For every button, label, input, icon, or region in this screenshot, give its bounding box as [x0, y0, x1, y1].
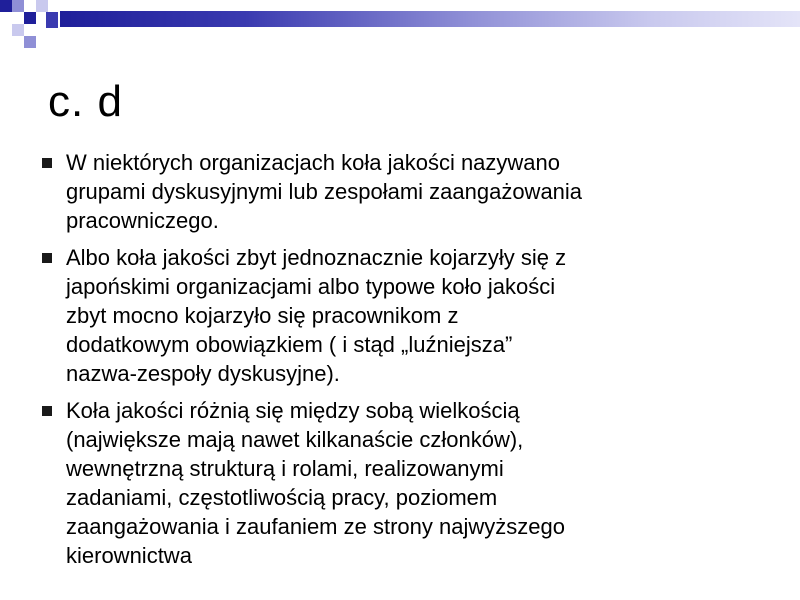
decor-square-2: [12, 0, 24, 12]
decor-square-7: [46, 12, 58, 28]
slide-title: c. d: [48, 77, 123, 126]
decor-square-1: [0, 0, 12, 12]
bullet-item: [36, 243, 776, 388]
square-bullet-icon: [42, 158, 52, 168]
bullet-text: Koła jakości różnią się między sobą wielkością (największe mają nawet kilkanaście członków), wewnętrzną strukturą i rolami, realizowanymi zadaniami, częstotliwością pracy, poziomem zaangażowania i zaufaniem ze strony najwyższego kierownictwa: [66, 398, 565, 568]
bullet-item: [36, 396, 776, 570]
bullet-text: Albo koła jakości zbyt jednoznacznie kojarzyły się z japońskimi organizacjami albo typowe koło jakości zbyt mocno kojarzyło się pracownikom z dodatkowym obowiązkiem ( i stąd „luźniejsza” nazwa-zespoły dyskusyjne).: [66, 245, 567, 386]
decor-square-3: [24, 12, 36, 24]
decor-square-5: [24, 36, 36, 48]
header-banner: [60, 11, 800, 27]
bullet-text: W niektórych organizacjach koła jakości nazywano grupami dyskusyjnymi lub zespołami zaangażowania pracowniczego.: [66, 150, 583, 233]
bullet-list: [36, 148, 776, 578]
bullet-item: [36, 148, 776, 235]
square-bullet-icon: [42, 406, 52, 416]
decor-square-6: [36, 0, 48, 12]
decor-square-4: [12, 24, 24, 36]
square-bullet-icon: [42, 253, 52, 263]
